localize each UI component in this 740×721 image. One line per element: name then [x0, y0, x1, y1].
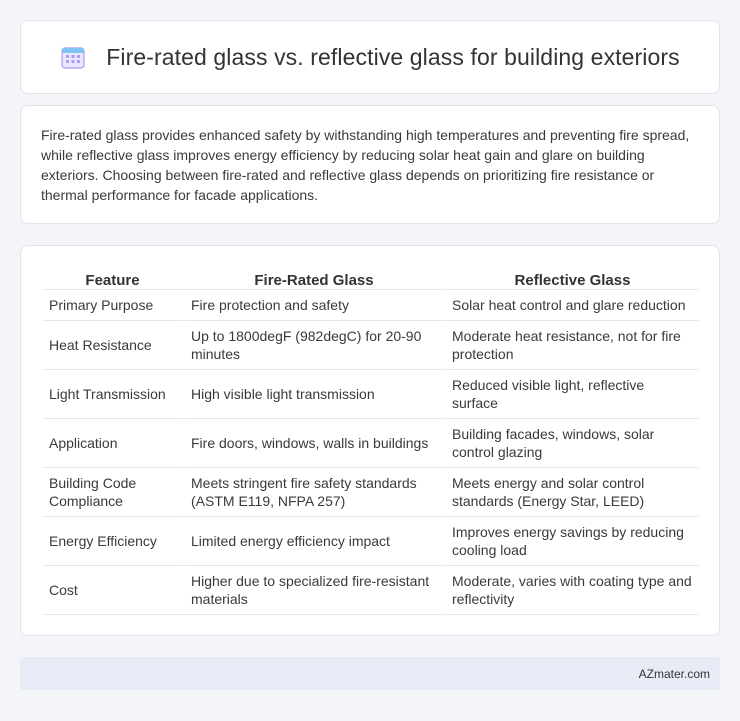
table-row	[43, 290, 699, 321]
footer-site-name: AZmater.com	[638, 666, 710, 681]
table-row	[43, 566, 699, 615]
feature-cell: Application	[43, 419, 185, 468]
feature-cell: Light Transmission	[43, 370, 185, 419]
feature-cell: Heat Resistance	[43, 321, 185, 370]
table-row	[43, 468, 699, 517]
feature-cell: Building Code Compliance	[43, 468, 185, 517]
table-row	[43, 370, 699, 419]
fire-rated-cell: Higher due to specialized fire-resistant materials	[185, 566, 446, 615]
fire-rated-cell: High visible light transmission	[185, 370, 446, 419]
table-row	[43, 321, 699, 370]
header-fire-rated-glass: Fire-Rated Glass	[185, 266, 446, 290]
comparison-table	[43, 266, 699, 615]
reflective-cell: Improves energy savings by reducing cooling load	[446, 517, 699, 566]
reflective-cell: Moderate, varies with coating type and reflectivity	[446, 566, 699, 615]
table-row	[43, 419, 699, 468]
title-row	[60, 44, 680, 71]
title-card	[20, 20, 720, 94]
header-reflective-glass: Reflective Glass	[446, 266, 699, 290]
footer-bar	[20, 657, 720, 690]
reflective-cell: Moderate heat resistance, not for fire protection	[446, 321, 699, 370]
calendar-icon	[60, 44, 86, 70]
fire-rated-cell: Up to 1800degF (982degC) for 20-90 minutes	[185, 321, 446, 370]
header-feature: Feature	[43, 266, 185, 290]
fire-rated-cell: Fire doors, windows, walls in buildings	[185, 419, 446, 468]
intro-card	[20, 105, 720, 224]
reflective-cell: Meets energy and solar control standards (Energy Star, LEED)	[446, 468, 699, 517]
comparison-table-card	[20, 245, 720, 636]
fire-rated-cell: Limited energy efficiency impact	[185, 517, 446, 566]
fire-rated-cell: Fire protection and safety	[185, 290, 446, 321]
reflective-cell: Building facades, windows, solar control glazing	[446, 419, 699, 468]
reflective-cell: Reduced visible light, reflective surface	[446, 370, 699, 419]
feature-cell: Primary Purpose	[43, 290, 185, 321]
fire-rated-cell: Meets stringent fire safety standards (ASTM E119, NFPA 257)	[185, 468, 446, 517]
page-title: Fire-rated glass vs. reflective glass for building exteriors	[106, 43, 680, 70]
reflective-cell: Solar heat control and glare reduction	[446, 290, 699, 321]
feature-cell: Energy Efficiency	[43, 517, 185, 566]
intro-paragraph: Fire-rated glass provides enhanced safety by withstanding high temperatures and preventing fire spread, while reflective glass improves energy efficiency by reducing solar heat gain and glare on building exteriors. Choosing between fire-rated and reflective glass depends on prioritizing fire resistance or thermal performance for facade applications.	[41, 127, 690, 203]
table-header-row	[43, 266, 699, 290]
table-row	[43, 517, 699, 566]
feature-cell: Cost	[43, 566, 185, 615]
